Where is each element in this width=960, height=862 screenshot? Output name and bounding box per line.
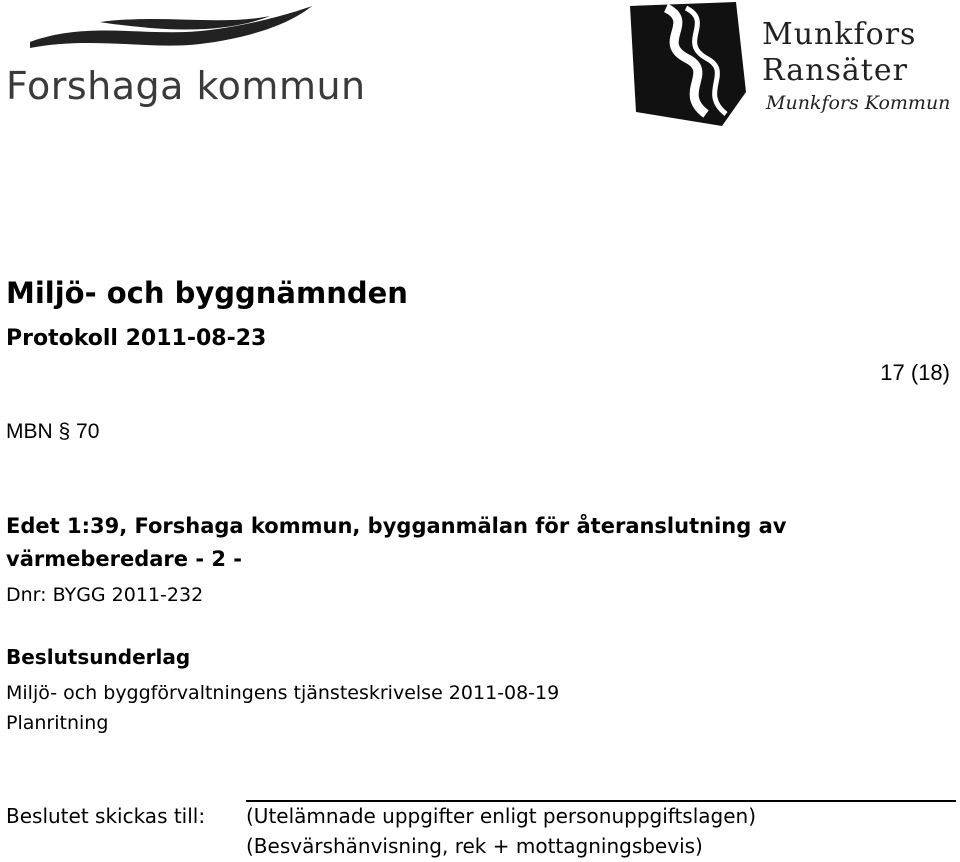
recipient-line: (Besvärshänvisning, rek + mottagningsbevis) [246, 834, 703, 858]
munkfors-logo [620, 0, 960, 130]
forshaga-logo [0, 0, 366, 120]
sent-to-label: Beslutet skickas till: [6, 804, 206, 828]
protocol-date: Protokoll 2011-08-23 [6, 326, 267, 351]
river-emblem-icon [626, 2, 756, 130]
munkfors-subtitle: Munkfors Kommun [766, 92, 951, 114]
munkfors-name-line1: Munkfors [762, 17, 917, 52]
divider [246, 800, 956, 802]
committee-title: Miljö- och byggnämnden [6, 276, 408, 310]
case-title: Edet 1:39, Forshaga kommun, bygganmälan för återanslutning av värmeberedare - 2 - [6, 514, 787, 571]
recipient-line: (Utelämnade uppgifter enligt personuppgiftslagen) [246, 804, 757, 828]
basis-heading: Beslutsunderlag [6, 645, 191, 669]
forshaga-logo-text: Forshaga kommun [6, 64, 366, 108]
basis-item: Miljö- och byggförvaltningens tjänsteskrivelse 2011-08-19 [6, 682, 560, 704]
basis-item: Planritning [6, 712, 109, 734]
swoosh-icon [0, 0, 340, 70]
page-number: 17 (18) [880, 360, 950, 385]
section-number: MBN § 70 [6, 420, 100, 443]
case-dnr: Dnr: BYGG 2011-232 [6, 584, 204, 606]
munkfors-name-line2: Ransäter [762, 53, 908, 88]
